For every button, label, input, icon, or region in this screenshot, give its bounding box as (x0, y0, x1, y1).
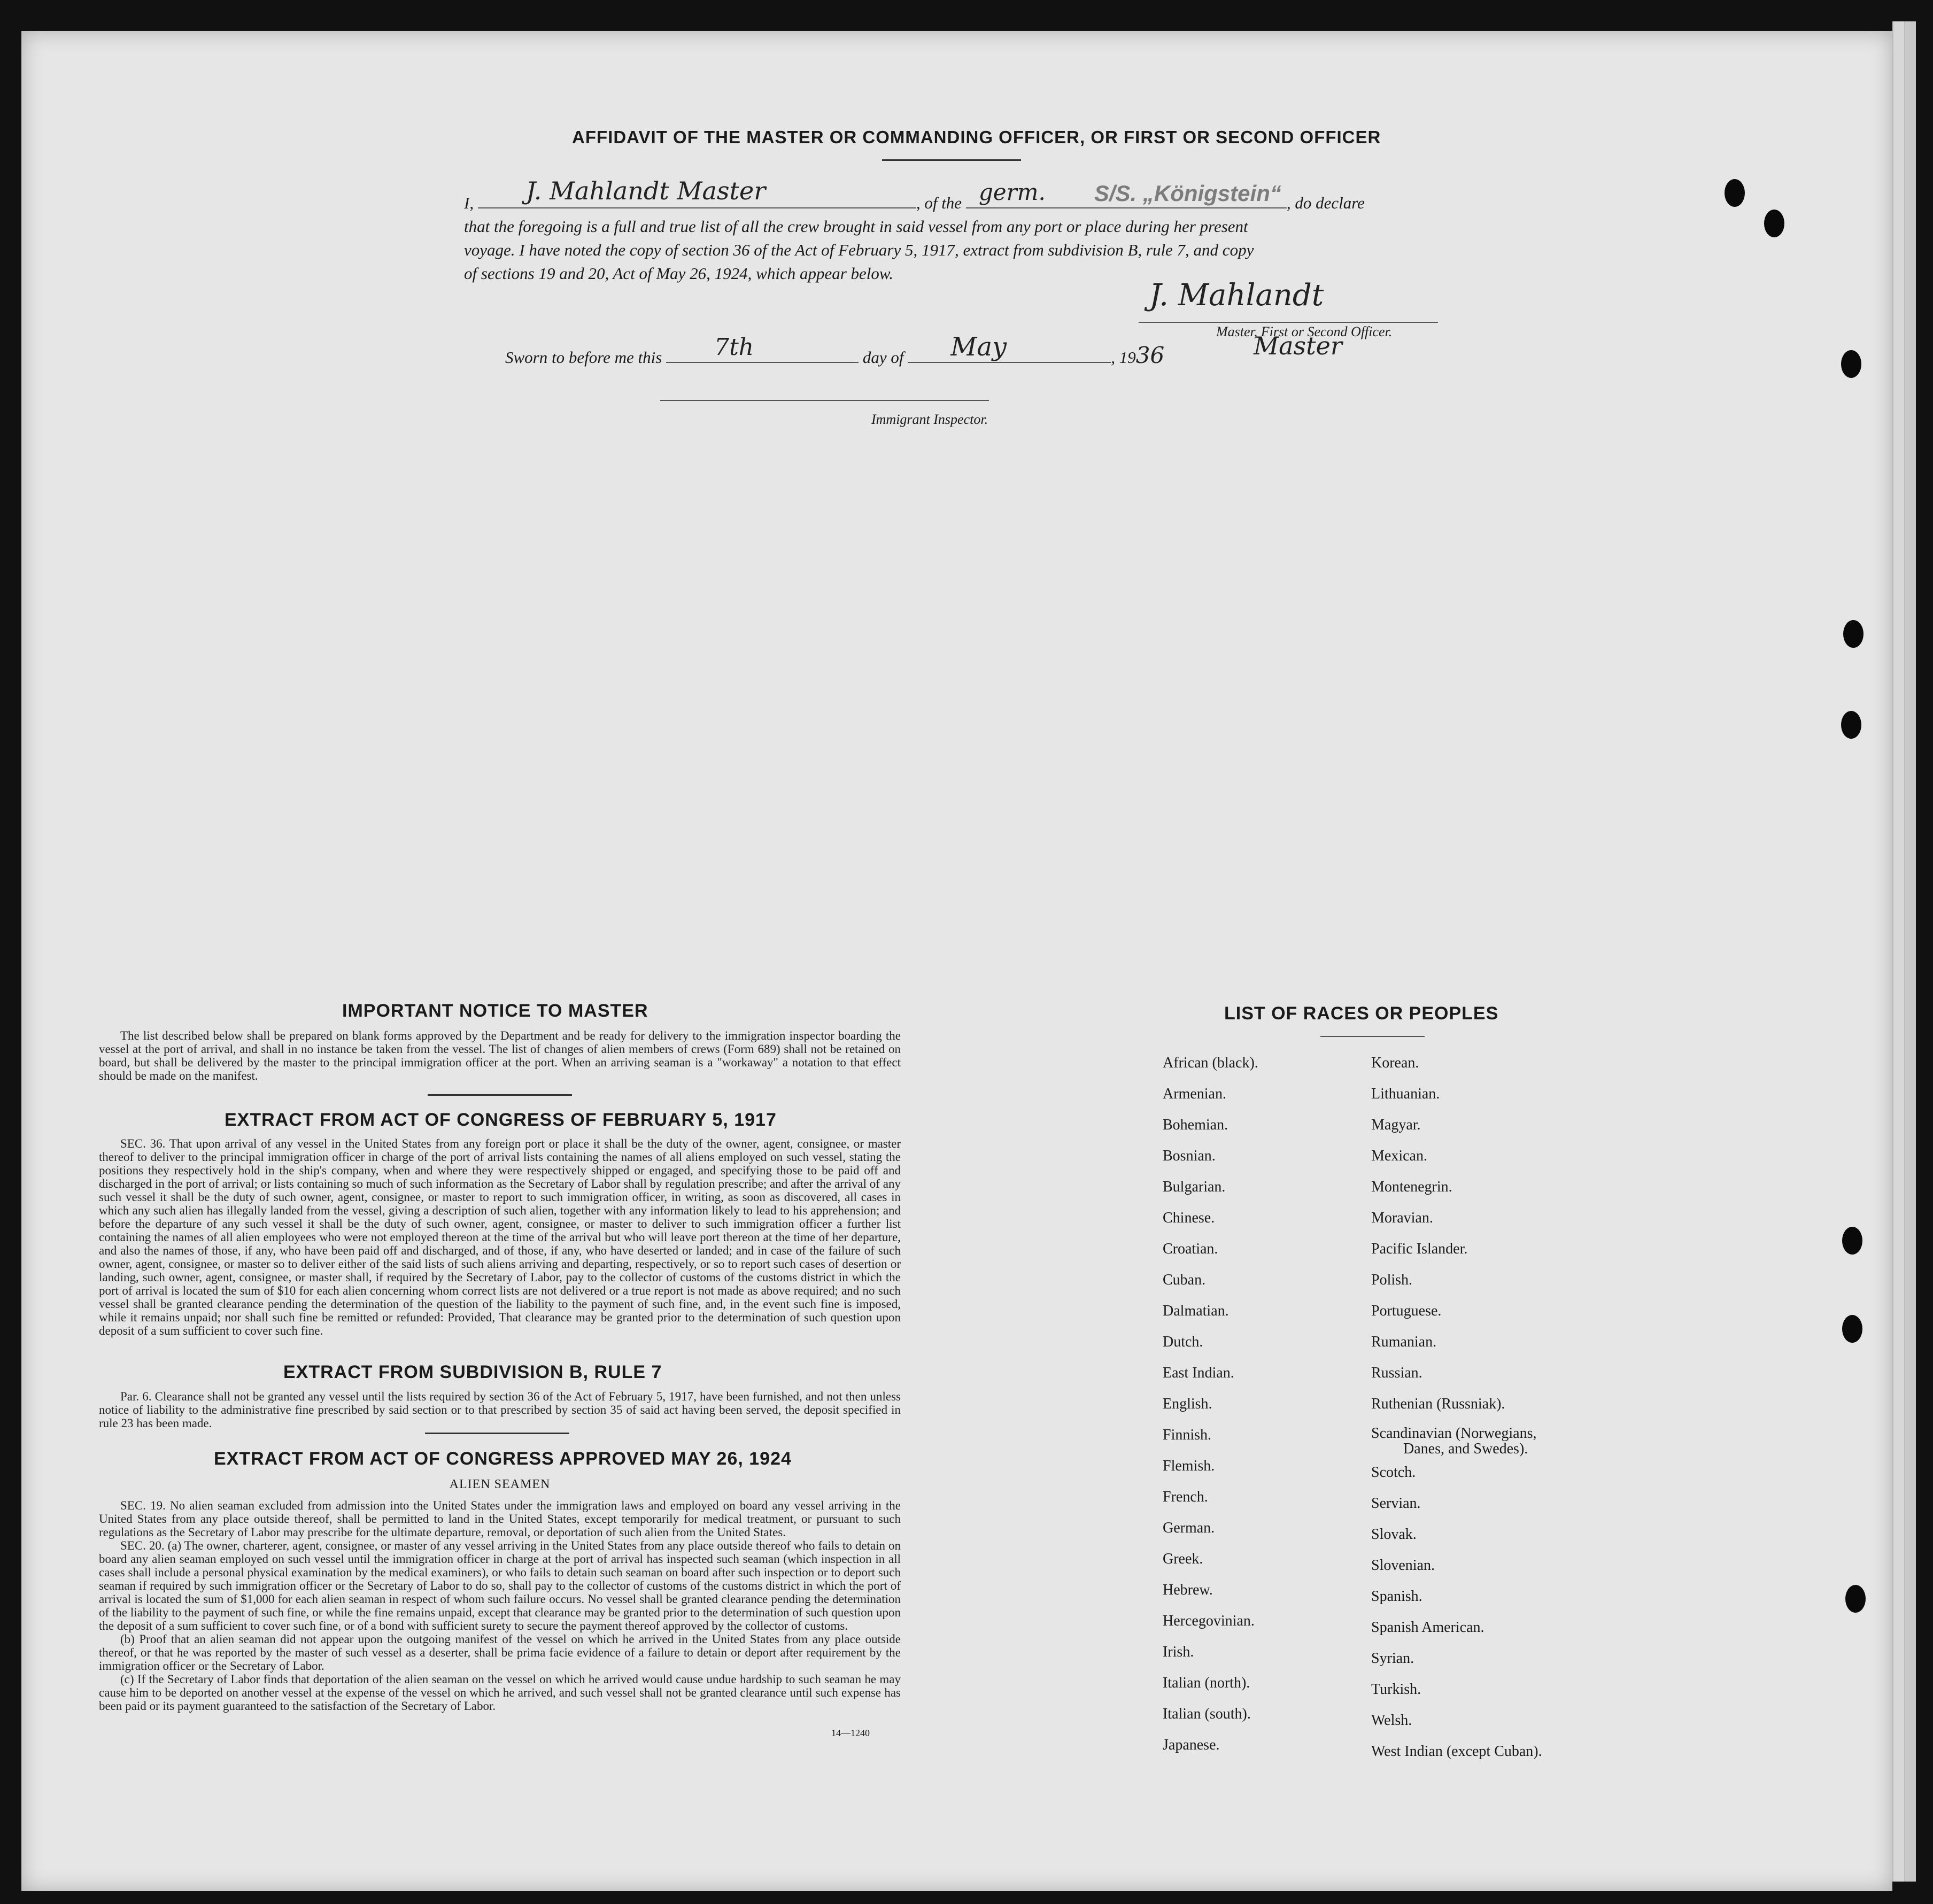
race-item: Irish. (1163, 1644, 1194, 1660)
race-item: West Indian (except Cuban). (1371, 1743, 1542, 1760)
handwritten-year: 36 (1135, 342, 1165, 368)
section-36-paragraph: SEC. 36. That upon arrival of any vessel in the United States from any foreign port or place it shall be the duty of the owner, agent, consignee, or master thereof to deliver to the principal immigration officer in charge of the port of arrival lists containing the names of all aliens employed on such vessel, stating the positions they respectively hold in the ship's company, when and where they were respectively shipped or engaged, and specifying those to be paid off and discharged in the port of arrival; or lists containing so much of such information as the Secretary of Labor shall by regulation prescribe; and after the arrival of any such vessel it shall be the duty of such owner, agent, consignee, or master to report to such immigration officer, in writing, as soon as discovered, all cases in which any such alien has illegally landed from the vessel, giving a description of such alien, together with any information likely to lead to his apprehension; and before the departure of any such vessel it shall be the duty of such owner, agent, consignee, or master to deliver to such immigration officer a further list containing the names of all alien employees who were not employed thereon at the time of the arrival but who will leave port thereon at the time of her departure, and also the names of those, if any, who have been paid off and discharged, and of those, if any, who have deserted or landed; and in case of the failure of such owner, agent, consignee, or master so to deliver either of the said lists of such aliens arriving and departing, respectively, or so to report such cases of desertion or landing, such owner, agent, consignee, or master shall, if required by the Secretary of Labor, pay to the collector of customs of the customs district in which the port of arrival is located the sum of $10 for each alien concerning whom correct lists are not delivered or a true report is not made as above required; and no such vessel shall be granted clearance pending the determination of the question of the liability to the payment of such fine, and, in the event such fine is imposed, while it remains unpaid; nor shall such fine be remitted or refunded: Provided, That clearance may be granted prior to the determination of such question upon deposit of a sum sufficient to cover such fine. (99, 1137, 901, 1337)
races-left-column (1163, 1048, 1258, 1761)
par-6-paragraph: Par. 6. Clearance shall not be granted any vessel until the lists required by section 36 of the Act of February 5, 1917, have been furnished, and not then unless notice of liability to the administrative fine prescribed by said section or to that prescribed by section 35 of said act having been served, the deposit specified in rule 23 has been made. (99, 1390, 901, 1430)
section-20b-paragraph: (b) Proof that an alien seaman did not appear upon the outgoing manifest of the vessel on which he arrived in the United States from any place outside thereof, or that he was reported by the master of such vessel as a deserter, shall be prima facie evidence of a failure to detain or deport after requirement by the immigration officer or the Secretary of Labor. (99, 1632, 901, 1673)
alien-seamen-subtitle: ALIEN SEAMEN (449, 1477, 551, 1491)
affidavit-declaration-line (464, 176, 1365, 213)
rule7-title: EXTRACT FROM SUBDIVISION B, RULE 7 (283, 1362, 662, 1382)
race-item: Armenian. (1163, 1086, 1226, 1102)
notice-paragraph: The list described below shall be prepared on blank forms approved by the Department and be ready for delivery to the immigration inspector boarding the vessel at the port of arrival, and shall in no instance be taken from the vessel. The list of changes of alien members of crews (Form 689) shall not be retained on board, but shall be delivered by the master to the principal immigration officer at the port. When an arriving seaman is a "workaway" a notation to that effect should be made on the manifest. (99, 1029, 901, 1082)
extract-1924-body (99, 1499, 901, 1713)
handwritten-signature: J. Mahlandt (1149, 278, 1324, 313)
affidavit-body-line-2: voyage. I have noted the copy of section 36 of the Act of February 5, 1917, extract from subdivision B, rule 7, and copy (464, 241, 1254, 259)
race-item: Japanese. (1163, 1737, 1220, 1753)
day-field (666, 334, 859, 363)
sworn-line (505, 332, 1165, 368)
handwritten-nationality: germ. (978, 179, 1046, 205)
section-20c-paragraph: (c) If the Secretary of Labor finds that deportation of the alien seaman on the vessel on which he arrived would cause undue hardship to such seaman he may cause him to be deported on another vessel at the expense of the vessel on which he arrived, and such vessel shall not be granted clearance until such expense has been paid or its payment guaranteed to the satisfaction of the Secretary of Labor. (99, 1673, 901, 1713)
punch-hole (1725, 179, 1745, 207)
race-item: Syrian. (1371, 1650, 1414, 1667)
race-item: Moravian. (1371, 1210, 1433, 1226)
divider (428, 1094, 572, 1096)
handwritten-master-name: J. Mahlandt Master (525, 176, 766, 205)
race-item: Montenegrin. (1371, 1179, 1452, 1195)
sworn-label: Sworn to before me this (505, 348, 662, 367)
race-item: English. (1163, 1396, 1212, 1412)
text-of-the: , of the (916, 194, 962, 212)
day-of-label: day of (862, 348, 904, 367)
race-item: Lithuanian. (1371, 1086, 1440, 1102)
punch-hole (1764, 210, 1784, 237)
month-field (908, 332, 1111, 363)
punch-hole (1843, 620, 1864, 648)
race-item: African (black). (1163, 1055, 1258, 1071)
race-item: Bosnian. (1163, 1148, 1216, 1164)
race-item: Dutch. (1163, 1334, 1203, 1350)
race-item: Ruthenian (Russniak). (1371, 1396, 1505, 1412)
punch-hole (1842, 1315, 1862, 1343)
punch-hole (1842, 1227, 1862, 1255)
master-name-field (478, 176, 916, 208)
section-20a-paragraph: SEC. 20. (a) The owner, charterer, agent, consignee, or master of any vessel arriving in the United States from any place outside thereof who fails to detain on board any alien seaman employed on such vessel until the immigration officer in charge at the port of arrival has inspected such seaman (which inspection in all cases shall include a personal physical examination by the medical examiners), or who fails to detain such seaman on board after such inspection or to deport such seaman if required by such immigration officer or the Secretary of Labor to do so, shall pay to the collector of customs of the customs district in which the port of arrival is located the sum of $1,000 for each alien seaman in respect of whom such failure occurs. No vessel shall be granted clearance pending the determination of the liability to the payment of such fine, or while the fine remains unpaid, except that clearance may be granted prior to the determination of such question upon the deposit of a sum sufficient to cover such fine, or of a bond with sufficient surety to secure the payment thereof approved by the collector of customs. (99, 1539, 901, 1632)
races-title: LIST OF RACES OR PEOPLES (1224, 1003, 1499, 1024)
race-item: Chinese. (1163, 1210, 1215, 1226)
race-item: Servian. (1371, 1495, 1421, 1512)
inspector-caption: Immigrant Inspector. (871, 412, 988, 427)
punch-hole (1841, 711, 1861, 739)
race-item: Dalmatian. (1163, 1303, 1229, 1319)
race-item: Bohemian. (1163, 1117, 1228, 1133)
race-item: Flemish. (1163, 1458, 1215, 1474)
rule7-body (99, 1390, 901, 1430)
signature-line (1139, 322, 1438, 323)
punch-hole (1845, 1585, 1866, 1613)
signature-caption: Master, First or Second Officer. (1216, 324, 1393, 339)
extract-1924-title: EXTRACT FROM ACT OF CONGRESS APPROVED MAY 26, 1924 (214, 1449, 792, 1469)
race-item: Spanish. (1371, 1588, 1422, 1605)
handwritten-month: May (950, 332, 1007, 362)
race-item: Russian. (1371, 1365, 1422, 1381)
race-item: Bulgarian. (1163, 1179, 1226, 1195)
race-item: Hebrew. (1163, 1582, 1213, 1598)
race-item: Italian (north). (1163, 1675, 1250, 1691)
affidavit-body-line-1: that the foregoing is a full and true list of all the crew brought in said vessel from any port or place during her present (464, 217, 1248, 236)
race-item: Danes, and Swedes). (1403, 1441, 1528, 1457)
race-item: Magyar. (1371, 1117, 1421, 1133)
page-edge (1892, 21, 1904, 1882)
race-item: Slovenian. (1371, 1557, 1435, 1574)
section-19-paragraph: SEC. 19. No alien seaman excluded from admission into the United States under the immigration laws and employed on board any vessel arriving in the United States from any place outside thereof, shall be permitted to land in the United States, except temporarily for medical treatment, or pursuant to such regulations as the Secretary of Labor may prescribe for the ultimate departure, removal, or deportation of such alien from the United States. (99, 1499, 901, 1539)
extract-1917-title: EXTRACT FROM ACT OF CONGRESS OF FEBRUARY 5, 1917 (225, 1110, 777, 1130)
race-item: Turkish. (1371, 1681, 1421, 1698)
form-number: 14—1240 (831, 1728, 870, 1738)
race-item: Greek. (1163, 1551, 1203, 1567)
notice-body (99, 1029, 901, 1082)
race-item: Pacific Islander. (1371, 1241, 1468, 1257)
divider (882, 159, 1021, 161)
race-item: Italian (south). (1163, 1706, 1251, 1722)
handwritten-day: 7th (714, 334, 754, 361)
divider (425, 1433, 569, 1434)
race-item: German. (1163, 1520, 1215, 1536)
notice-title: IMPORTANT NOTICE TO MASTER (342, 1001, 648, 1021)
race-item: Scotch. (1371, 1464, 1416, 1481)
year-prefix: , 19 (1111, 348, 1136, 367)
vessel-field (966, 179, 1287, 208)
race-item: Slovak. (1371, 1526, 1417, 1543)
punch-hole (1841, 350, 1861, 378)
race-item: East Indian. (1163, 1365, 1234, 1381)
page-edge (1904, 21, 1916, 1882)
races-right-column (1371, 1048, 1542, 1767)
race-item: Cuban. (1163, 1272, 1206, 1288)
text-declare: , do declare (1286, 194, 1365, 212)
divider (1320, 1036, 1425, 1037)
text-i: I, (464, 194, 474, 212)
race-item: French. (1163, 1489, 1208, 1505)
extract-1917-body (99, 1137, 901, 1337)
race-item: Korean. (1371, 1055, 1419, 1071)
race-item: Portuguese. (1371, 1303, 1442, 1319)
affidavit-title: AFFIDAVIT OF THE MASTER OR COMMANDING OFFICER, OR FIRST OR SECOND OFFICER (572, 127, 1381, 147)
race-item: Scandinavian (Norwegians, (1371, 1425, 1537, 1442)
race-item: Polish. (1371, 1272, 1413, 1288)
race-item: Hercegovinian. (1163, 1613, 1255, 1629)
race-item: Finnish. (1163, 1427, 1212, 1443)
race-item: Spanish American. (1371, 1619, 1484, 1636)
race-item: Welsh. (1371, 1712, 1412, 1729)
inspector-signature-line (660, 400, 989, 401)
race-item: Croatian. (1163, 1241, 1218, 1257)
handwritten-title: Master (1254, 331, 1342, 360)
race-item: Rumanian. (1371, 1334, 1437, 1350)
affidavit-body-line-3: of sections 19 and 20, Act of May 26, 1924, which appear below. (464, 264, 894, 283)
race-item: Mexican. (1371, 1148, 1427, 1164)
ship-name-stamp: S/S. „Königstein“ (1094, 181, 1281, 206)
